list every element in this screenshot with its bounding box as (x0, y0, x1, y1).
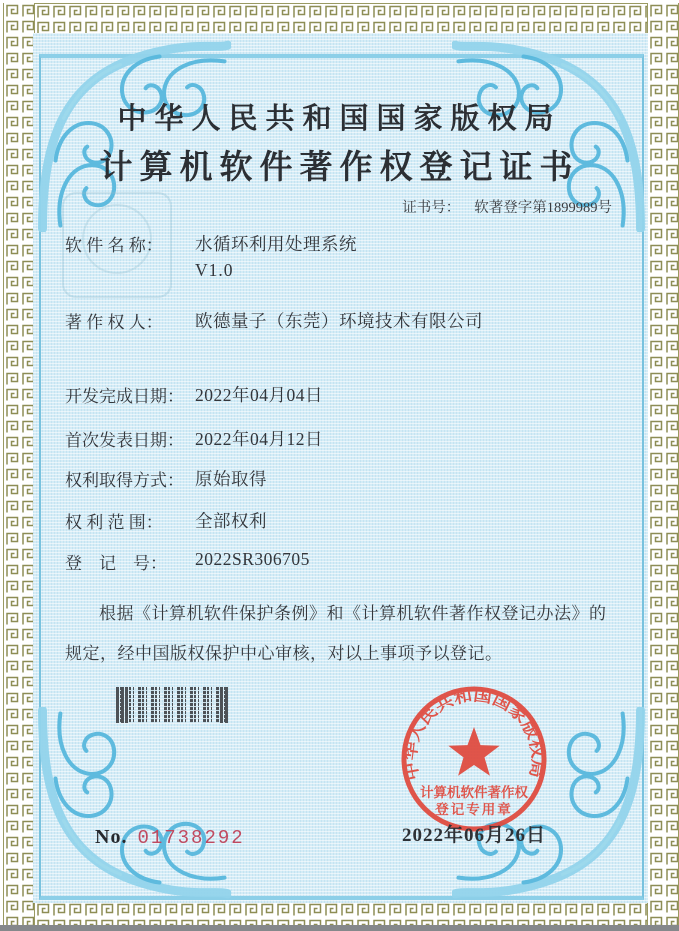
dev-complete-date: 2022年04月04日 (195, 385, 323, 405)
statement-line-1: 根据《计算机软件保护条例》和《计算机软件著作权登记办法》的 (99, 604, 607, 623)
software-name: 水循环利用处理系统 (195, 234, 357, 254)
pdf417-barcode (116, 687, 228, 723)
registration-number: 2022SR306705 (195, 549, 310, 569)
field-label: 权利取得方式： (65, 471, 184, 490)
seal-star-icon (448, 727, 499, 776)
acquisition-method: 原始取得 (195, 469, 267, 489)
scan-edge-shadow (0, 925, 679, 931)
field-dev-complete-date (65, 382, 323, 407)
field-label: 权 利 范 围： (65, 513, 163, 532)
field-acquisition-method (65, 466, 267, 491)
serial-label: No. (95, 826, 128, 848)
issue-date: 2022年06月26日 (401, 825, 546, 846)
field-value (195, 231, 357, 281)
statement-line-2: 规定，经中国版权保护中心审核，对以上事项予以登记。 (65, 644, 503, 663)
field-software-name (65, 231, 357, 281)
field-label: 开发完成日期： (65, 387, 184, 406)
seal-text-line1: 计算机软件著作权 (420, 785, 528, 800)
field-label: 登 记 号： (65, 554, 167, 573)
copyright-owner: 欧德量子（东莞）环境技术有限公司 (195, 311, 483, 331)
field-first-publish-date (65, 426, 323, 451)
field-label: 著 作 权 人： (65, 313, 163, 332)
seal-ring-text: 中华人民共和国国家版权局 (400, 685, 548, 782)
serial-number: 01738292 (137, 827, 245, 849)
certificate-number-row (0, 196, 612, 217)
field-rights-scope (65, 508, 267, 533)
certificate-number-value: 软著登字第1899989号 (474, 200, 612, 216)
first-publish-date: 2022年04月12日 (195, 429, 323, 449)
field-label: 首次发表日期： (65, 431, 184, 450)
rights-scope: 全部权利 (195, 511, 267, 531)
official-seal (399, 684, 549, 834)
corner-flourish-bottom-left (36, 707, 231, 902)
field-label: 软 件 名 称： (65, 236, 163, 255)
seal-text-line2: 登记专用章 (435, 802, 513, 817)
certificate-title: 计算机软件著作权登记证书 (99, 150, 580, 186)
software-version: V1.0 (195, 260, 234, 280)
field-registration-number (65, 549, 310, 574)
field-copyright-owner (65, 308, 483, 333)
serial-number-row (95, 826, 245, 849)
authority-title: 中华人民共和国国家版权局 (117, 103, 562, 135)
certificate-number-label: 证书号： (402, 200, 461, 216)
greek-key-border-top (3, 3, 676, 35)
